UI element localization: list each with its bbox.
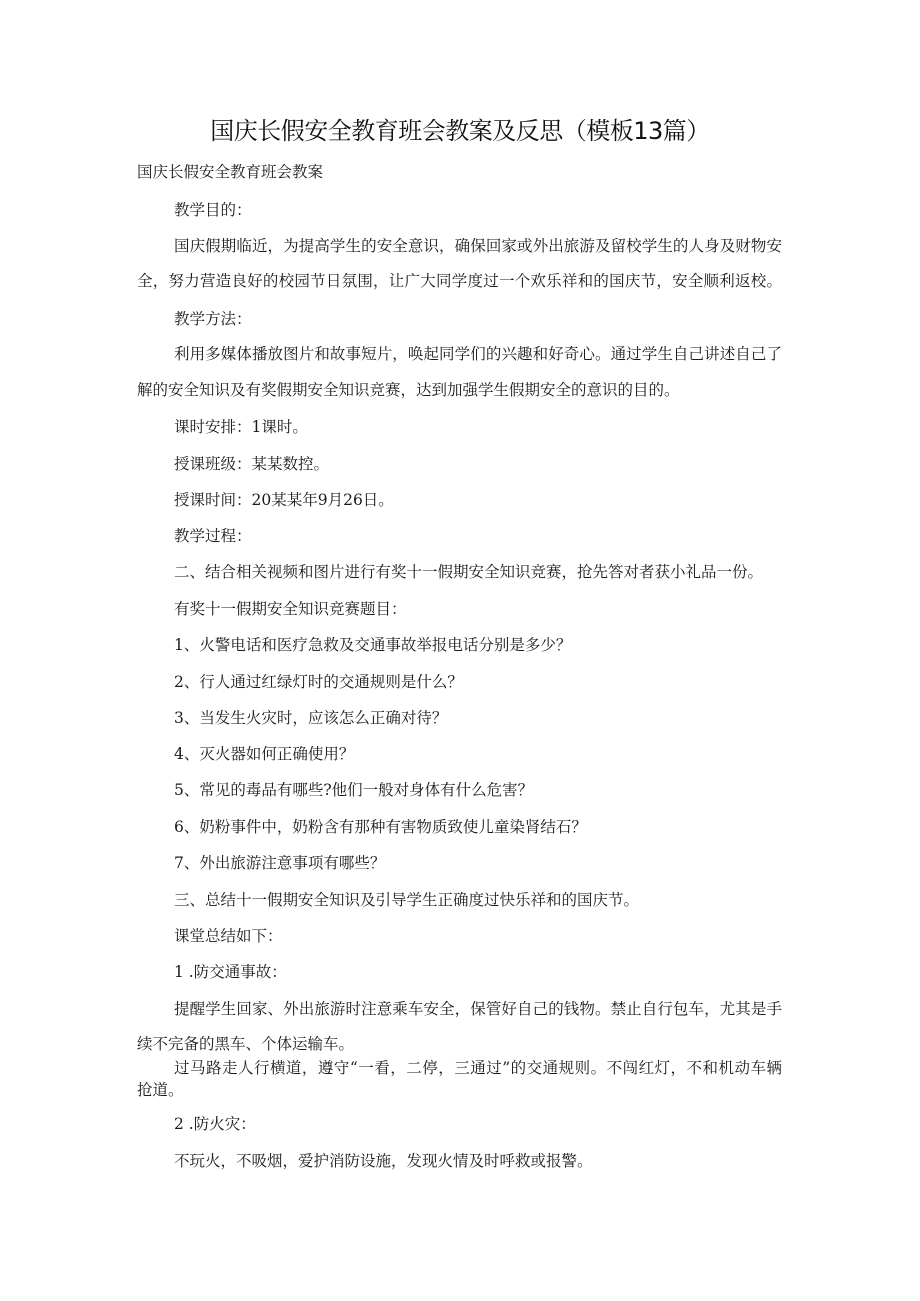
objective-text-line: 全，努力营造良好的校园节日氛围，让广大同学度过一个欢乐祥和的国庆节，安全顺利返校。: [137, 272, 782, 290]
process-heading: 教学过程：: [174, 527, 252, 545]
quiz-question: 2、行人通过红绿灯时的交通规则是什么？: [174, 673, 463, 691]
traffic-text-line: 过马路走人行横道，遵守“一看，二停，三通过”的交通规则。不闯红灯，不和机动车辆: [174, 1059, 782, 1077]
section-subtitle: 国庆长假安全教育班会教案: [137, 163, 324, 181]
class-text: 授课班级：某某数控。: [174, 455, 330, 473]
method-text-line: 利用多媒体播放图片和故事短片，唤起同学们的兴趣和好奇心。通过学生自己讲述自己了: [174, 345, 782, 363]
time-text: 授课时间：20某某年9月26日。: [174, 491, 394, 509]
traffic-text-line: 提醒学生回家、外出旅游时注意乘车安全，保管好自己的钱物。禁止自行包车，尤其是手: [174, 1000, 782, 1018]
traffic-heading: 1 .防交通事故：: [174, 963, 287, 981]
traffic-text-line: 抢道。: [137, 1081, 184, 1099]
objective-text-line: 国庆假期临近，为提高学生的安全意识，确保回家或外出旅游及留校学生的人身及财物安: [174, 237, 782, 255]
quiz-question: 5、常见的毒品有哪些?他们一般对身体有什么危害？: [174, 781, 534, 799]
fire-text-line: 不玩火，不吸烟，爱护消防设施，发现火情及时呼救或报警。: [174, 1152, 593, 1170]
fire-heading: 2 .防火灾：: [174, 1115, 256, 1133]
step-two-text: 二、结合相关视频和图片进行有奖十一假期安全知识竞赛，抢先答对者获小礼品一份。: [174, 563, 764, 581]
quiz-question: 4、灭火器如何正确使用？: [174, 745, 355, 763]
quiz-question: 1、火警电话和医疗急救及交通事故举报电话分别是多少？: [174, 636, 572, 654]
quiz-question: 7、外出旅游注意事项有哪些？: [174, 854, 386, 872]
step-three-text: 三、总结十一假期安全知识及引导学生正确度过快乐祥和的国庆节。: [174, 891, 640, 909]
quiz-question: 6、奶粉事件中，奶粉含有那种有害物质致使儿童染肾结石？: [174, 818, 587, 836]
method-heading: 教学方法：: [174, 310, 252, 328]
document-title: 国庆长假安全教育班会教案及反思（模板13篇）: [210, 117, 710, 145]
summary-heading: 课堂总结如下：: [174, 927, 283, 945]
traffic-text-line: 续不完备的黑车、个体运输车。: [137, 1035, 355, 1053]
quiz-heading: 有奖十一假期安全知识竞赛题目：: [174, 600, 407, 618]
schedule-text: 课时安排：1课时。: [174, 418, 308, 436]
objective-heading: 教学目的：: [174, 201, 252, 219]
method-text-line: 解的安全知识及有奖假期安全知识竞赛，达到加强学生假期安全的意识的目的。: [137, 381, 680, 399]
quiz-question: 3、当发生火灾时，应该怎么正确对待？: [174, 709, 448, 727]
